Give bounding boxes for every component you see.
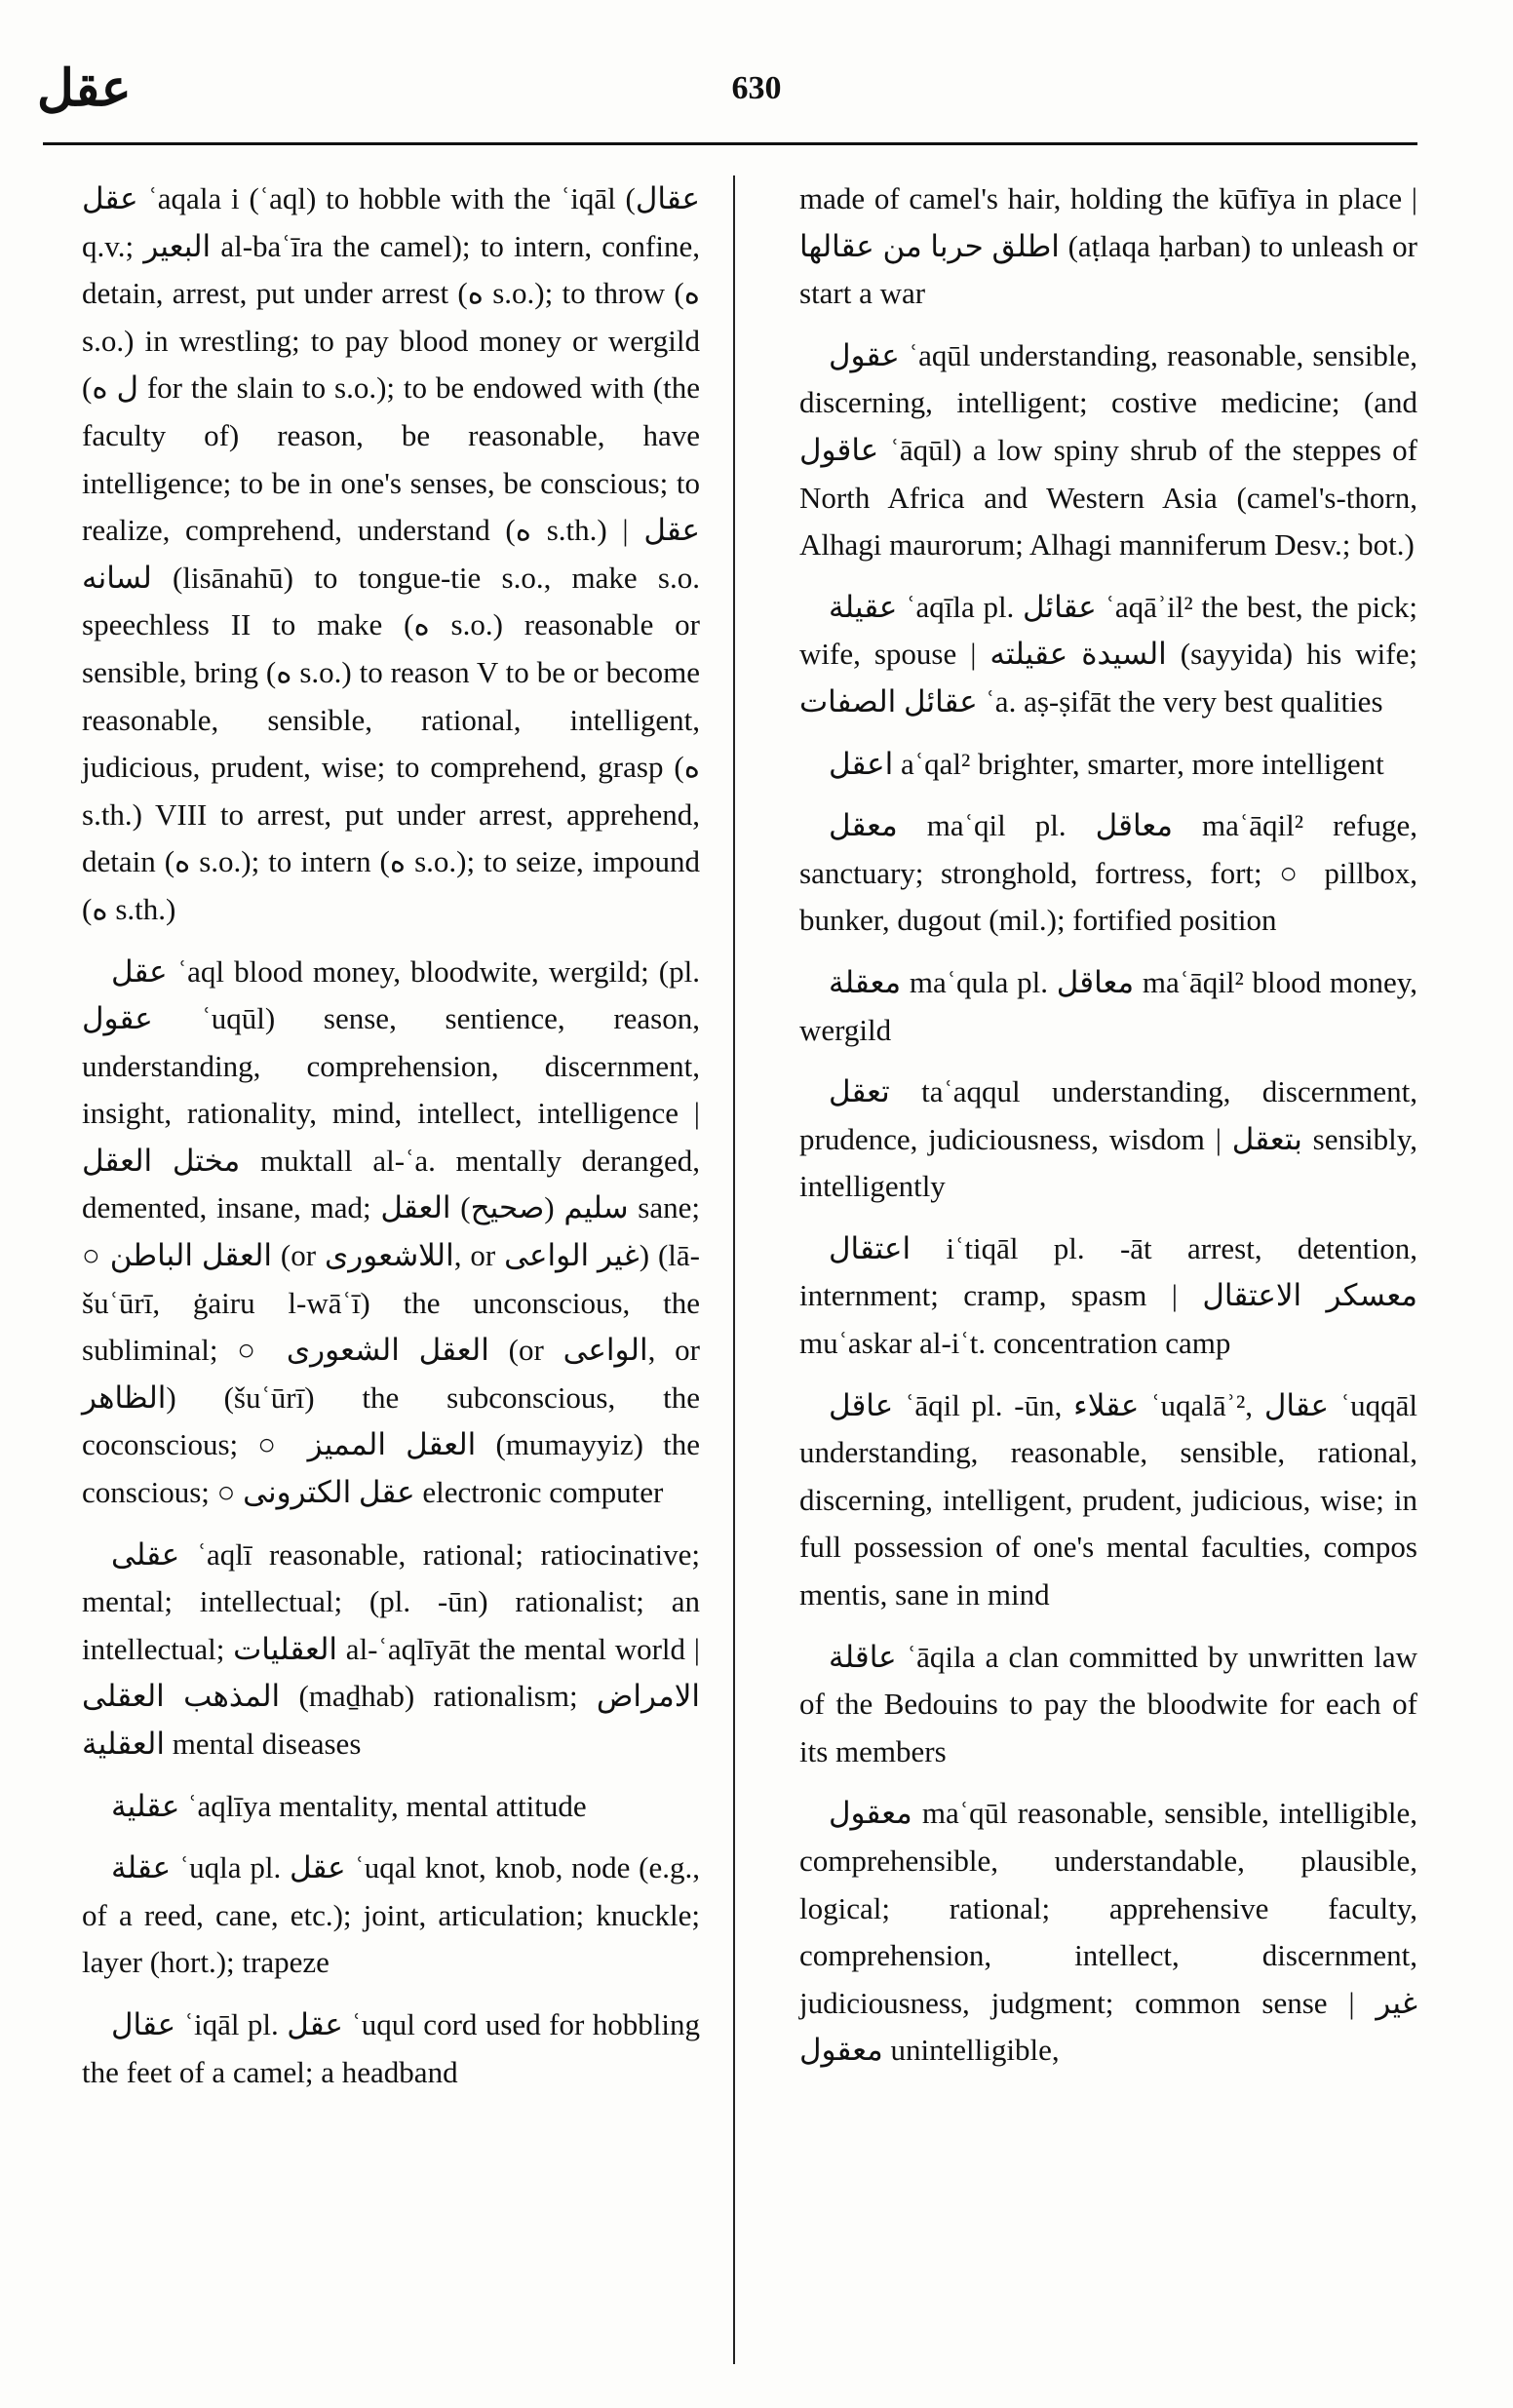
entry-itiqal: اعتقال iʿtiqāl pl. -āt arrest, detention, internment; cramp, spasm | معسكر الاعتقال muʿaskar al-iʿt. concentration camp <box>799 1230 1417 1361</box>
entry-maqula: معقلة maʿqula pl. معاقل maʿāqil² blood money, wergild <box>799 964 1418 1047</box>
column-divider <box>733 175 735 2364</box>
entry-iqal-continued: made of camel's hair, holding the kūfīya in place | اطلق حربا من عقالها (aṭlaqa ḥarban) to unleash or start a war <box>799 181 1417 311</box>
entry-aqil: عاقل ʿāqil pl. -ūn, عقلاء ʿuqalāʾ², عقال ʿuqqāl understanding, reasonable, sensible, rational, discerning, intelligent, prudent, judicious, wise; in full possession of one's mental faculties, compos mentis, sane in mind <box>799 1387 1418 1612</box>
entry-maqul: معقول maʿqūl reasonable, sensible, intelligible, comprehensible, understandable, plausible, logical; rational; apprehensive faculty, comprehension, intellect, discernment, judiciousness, judgment; common sense | غير معقول unintelligible, <box>799 1796 1417 2068</box>
page-number: 630 <box>731 70 782 106</box>
entry-aqli: عقلى ʿaqlī reasonable, rational; ratiocinative; mental; intellectual; (pl. -ūn) rationalist; an intellectual; العقليات al-ʿaqlīyāt the mental world | المذهب العقلى (maḏhab) rationalism; الامراض العقلية mental diseases <box>82 1536 700 1761</box>
entry-aqal: اعقل aʿqal² brighter, smarter, more intelligent <box>829 746 1384 781</box>
left-column <box>82 175 700 2096</box>
entry-maqil: معقل maʿqil pl. معاقل maʿāqil² refuge, sanctuary; stronghold, fortress, fort; ○ pillbox, bunker, dugout (mil.); fortified position <box>799 808 1417 938</box>
entry-iqal: عقال ʿiqāl pl. عقل ʿuqul cord used for hobbling the feet of a camel; a headband <box>82 2006 701 2089</box>
entry-uqla: عقلة ʿuqla pl. عقل ʿuqal knot, knob, node (e.g., of a reed, cane, etc.); joint, articulation; knuckle; layer (hort.); trapeze <box>82 1850 701 1980</box>
entry-taaqqul: تعقل taʿaqqul understanding, discernment, prudence, judiciousness, wisdom | بتعقل sensibly, intelligently <box>799 1074 1417 1204</box>
right-column <box>799 175 1417 2075</box>
entry-aqul: عقول ʿaqūl understanding, reasonable, sensible, discerning, intelligent; costive medicine; (and عاقول ʿāqūl) a low spiny shrub of the steppes of North Africa and Western Asia (camel's-thorn, Alhagi maurorum; Alhagi manniferum Desv.; bot.) <box>799 337 1417 563</box>
header-rule <box>43 142 1417 145</box>
entry-aqliya: عقلية ʿaqlīya mentality, mental attitude <box>111 1788 587 1823</box>
header-root-word: عقل <box>37 58 132 118</box>
entry-aqila: عقيلة ʿaqīla pl. عقائل ʿaqāʾil² the best, the pick; wife, spouse | السيدة عقيلته (sayyida) his wife; عقائل الصفات ʿa. aṣ-ṣifāt the very best qualities <box>799 589 1417 719</box>
entry-aqila-clan: عاقلة ʿāqila a clan committed by unwritten law of the Bedouins to pay the bloodwite for each of its members <box>799 1639 1417 1768</box>
entry-aql: عقل ʿaql blood money, bloodwite, wergild; (pl. عقول ʿuqūl) sense, sentience, reason, understanding, comprehension, discernment, insight, rationality, mind, intellect, intelligence | مختل العقل muktall al-ʿa. mentally deranged, demented, insane, mad; سليم (صحيح) العقل sane; ○ العقل الباطن (or اللاشعورى, or غير الواعى) (lā-šuʿūrī, ġairu l-wāʿī) the unconscious, the subliminal; ○ العقل الشعورى (or الواعى, or الظاهر) (šuʿūrī) the subconscious, the coconscious; ○ العقل المميز (mumayyiz) the conscious; ○ عقل الكترونى electronic computer <box>82 953 701 1510</box>
entry-aqala: عقل ʿaqala i (ʿaql) to hobble with the ʿiqāl (عقال q.v.; البعير al-baʿīra the camel); to intern, confine, detain, arrest, put under arrest (ه s.o.); to throw (ه s.o.) in wrestling; to pay blood money or wergild (ل ه for the slain to s.o.); to be endowed with (the faculty of) reason, be reasonable, have intelligence; to be in one's senses, be conscious; to realize, comprehend, understand (ه s.th.) | عقل لسانه (lisānahū) to tongue-tie s.o., make s.o. speechless II to make (ه s.o.) reasonable or sensible, bring (ه s.o.) to reason V to be or become reasonable, sensible, rational, intelligent, judicious, prudent, wise; to comprehend, grasp (ه s.th.) VIII to arrest, put under arrest, apprehend, detain (ه s.o.); to intern (ه s.o.); to seize, impound (ه s.th.) <box>82 181 700 926</box>
